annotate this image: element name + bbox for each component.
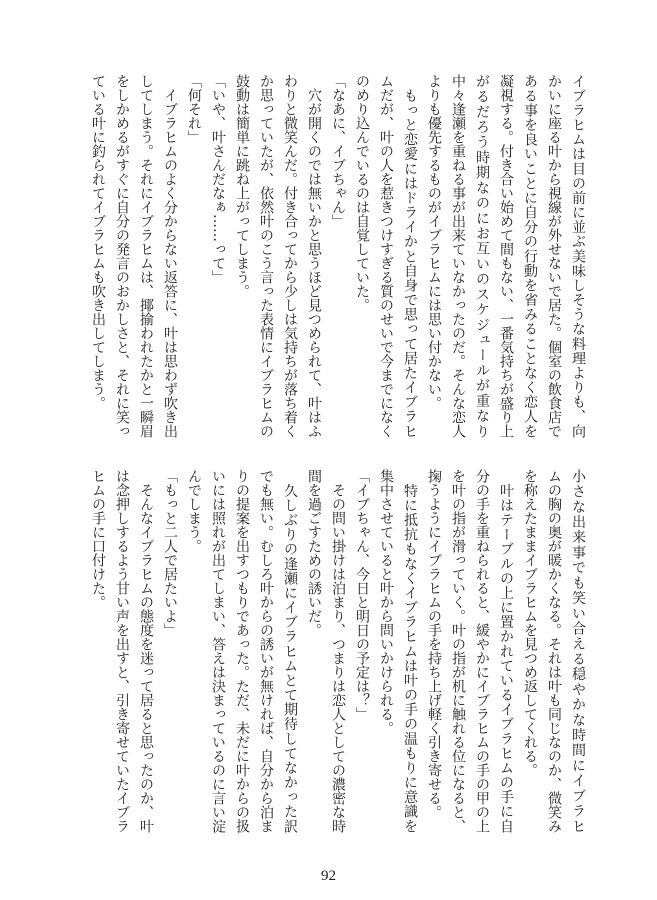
text-line: でも無い。むしろ叶からの誘いが無ければ、自分から泊ま bbox=[258, 469, 274, 833]
text-line: 中々逢瀬を重ねる事が出来ていなかったのだ。そんな恋人 bbox=[450, 74, 466, 438]
paragraph bbox=[350, 74, 422, 438]
text-line: イブラヒムのよく分からない返答に、叶は思わず吹き出 bbox=[162, 74, 178, 438]
text-line: ある事を良いことに自分の行動を省みることなく恋人を bbox=[522, 74, 538, 438]
text-line: 穴が開くのでは無いかと思うほど見つめられて、叶はふ bbox=[306, 74, 322, 438]
paragraph bbox=[422, 469, 518, 833]
text-line: 「何それ」 bbox=[186, 74, 202, 144]
text-line: かいに座る叶から視線が外せないで居た。個室の飲食店で bbox=[546, 74, 562, 438]
text-line: 凝視する。付き合い始めて間もない、一番気持ちが盛り上 bbox=[498, 74, 514, 438]
text-line: ている叶に釣られてイブラヒムも吹き出してしまう。 bbox=[90, 74, 106, 410]
text-line: りの提案を出すつもりであった。ただ、未だに叶からの扱 bbox=[234, 469, 250, 833]
text-line: もっと恋愛にはドライかと自身で思って居たイブラヒ bbox=[402, 74, 418, 438]
text-line: を叶の指が滑っていく。叶の指が机に触れる位になると、 bbox=[450, 469, 466, 833]
text-line: のめり込んでいるのは自覚していた。 bbox=[354, 74, 370, 312]
text-line: 「いや、叶さんだなぁ……って」 bbox=[210, 74, 226, 284]
text-line: 掬うようにイブラヒムの手を持ち上げ軽く引き寄せる。 bbox=[426, 469, 442, 819]
text-line: 久しぶりの逢瀬にイブラヒムとて期待してなかった訳 bbox=[282, 469, 298, 833]
text-line: を称えたままイブラヒムを見つめ返してくれる。 bbox=[522, 469, 538, 777]
text-line: 叶はテーブルの上に置かれているイブラヒムの手に自 bbox=[498, 469, 514, 833]
paragraph bbox=[302, 469, 350, 833]
text-line: んでしまう。 bbox=[186, 469, 202, 553]
paragraph bbox=[182, 469, 302, 833]
paragraph bbox=[86, 74, 182, 438]
text-line: 「なあに、イブちゃん」 bbox=[330, 74, 346, 228]
text-line: 間を過ごすための誘いだ。 bbox=[306, 469, 322, 637]
text-line: ヒムの手に口付けた。 bbox=[90, 469, 106, 609]
text-line: か思っていたが、依然叶のこう言った表情にイブラヒムの bbox=[258, 74, 274, 438]
text-block-bottom bbox=[86, 469, 590, 833]
page-number: 92 bbox=[321, 868, 336, 884]
text-line: 「イブちゃん、今日と明日の予定は？」 bbox=[354, 469, 370, 721]
text-line: 鼓動は簡単に跳ね上がってしまう。 bbox=[234, 74, 250, 298]
paragraph bbox=[422, 74, 590, 438]
text-line: よりも優先するものがイブラヒムには思い付かない。 bbox=[426, 74, 442, 410]
text-line: がるだろう時期なのにお互いのスケジュールが重なり bbox=[474, 74, 490, 438]
text-line: ムだが、叶の人を惹きつけすぎる質のせいで今までになく bbox=[378, 74, 394, 438]
paragraph bbox=[86, 469, 158, 833]
text-line: 小さな出来事でも笑い合える穏やかな時間にイブラヒ bbox=[570, 469, 586, 833]
text-line: 集中させていると叶から問いかけられる。 bbox=[378, 469, 394, 735]
text-line: そんなイブラヒムの態度を迷って居ると思ったのか、叶 bbox=[138, 469, 154, 833]
paragraph bbox=[518, 469, 590, 833]
text-block-top bbox=[86, 74, 590, 438]
paragraph bbox=[326, 74, 350, 438]
paragraph bbox=[374, 469, 422, 833]
text-line: 分の手を重ねられると、緩やかにイブラヒムの手の甲の上 bbox=[474, 469, 490, 833]
text-line: してしまう。それにイブラヒムは、揶揄われたかと一瞬眉 bbox=[138, 74, 154, 438]
text-line: 「もっと二人で居たいよ」 bbox=[162, 469, 178, 637]
text-line: その問い掛けは泊まり、つまりは恋人としての濃密な時 bbox=[330, 469, 346, 833]
text-line: 特に抵抗もなくイブラヒムは叶の手の温もりに意識を bbox=[402, 469, 418, 833]
text-line: ムの胸の奥が暖かくなる。それは叶も同じなのか、微笑み bbox=[546, 469, 562, 833]
paragraph bbox=[230, 74, 326, 438]
paragraph bbox=[350, 469, 374, 833]
text-line: イブラヒムは目の前に並ぶ美味しそうな料理よりも、向 bbox=[570, 74, 586, 438]
paragraph bbox=[182, 74, 206, 438]
paragraph bbox=[206, 74, 230, 438]
text-line: わりと微笑んだ。付き合ってから少しは気持ちが落ち着く bbox=[282, 74, 298, 438]
text-line: をしかめるがすぐに自分の発言のおかしさと、それに笑っ bbox=[114, 74, 130, 438]
paragraph bbox=[158, 469, 182, 833]
text-line: は念押しするよう甘い声を出すと、引き寄せていたイブラ bbox=[114, 469, 130, 833]
text-line: いには照れが出てしまい、答えは決まっているのに言い淀 bbox=[210, 469, 226, 833]
